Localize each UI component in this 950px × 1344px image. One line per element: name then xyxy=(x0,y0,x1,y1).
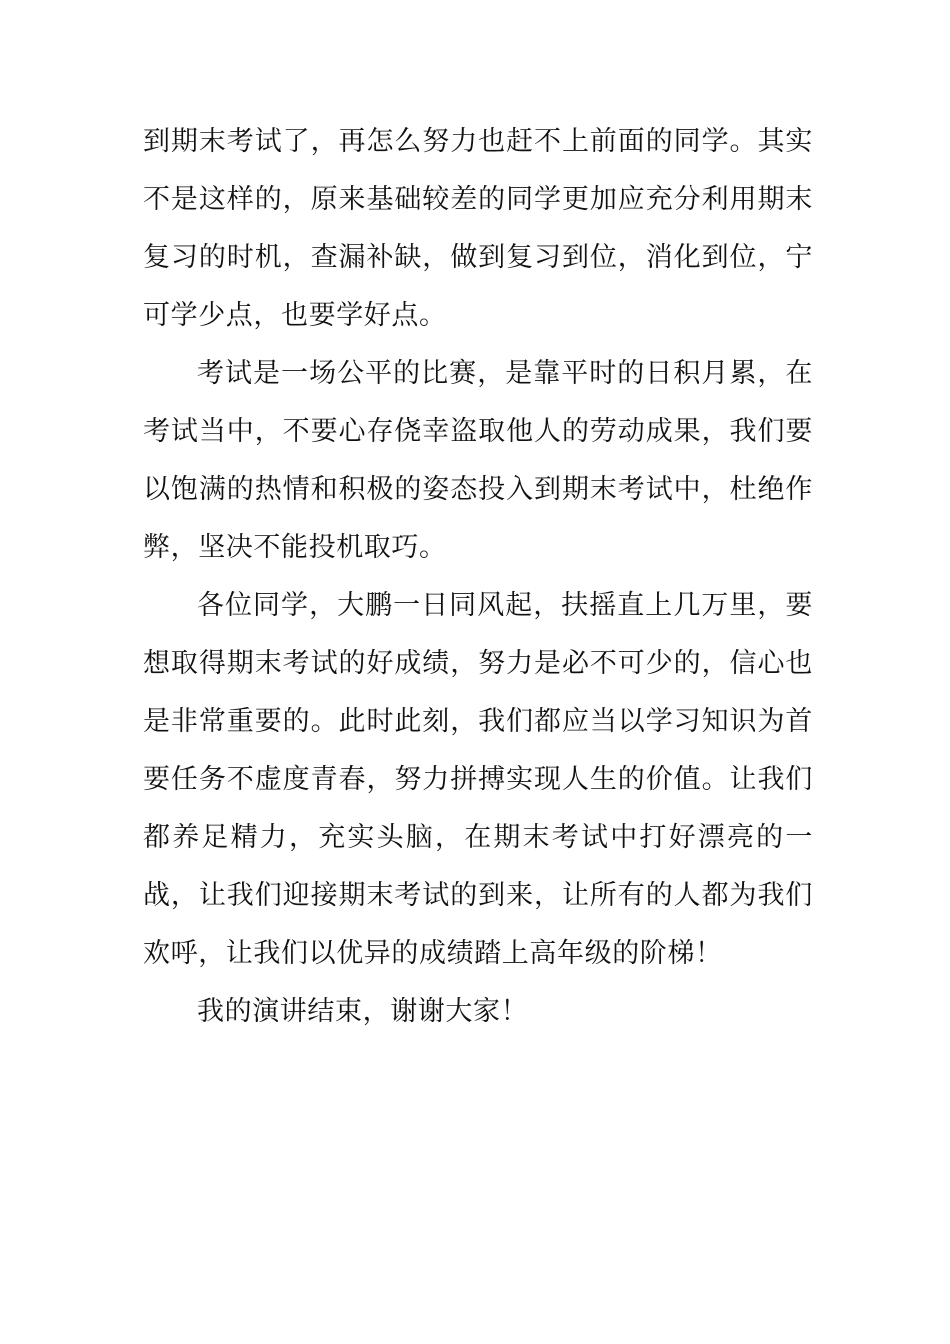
paragraph-4: 我的演讲结束，谢谢大家！ xyxy=(197,996,529,1027)
paragraph-3: 各位同学，大鹏一日同风起，扶摇直上几万里，要想取得期末考试的好成绩，努力是必不可少的，信心也是非常重要的。此时此刻，我们都应当以学习知识为首要任务不虚度青春，努力拼搏实现人生的价值。让我们都养足精力，充实头脑，在期末考试中打好漂亮的一战，让我们迎接期末考试的到来，让所有的人都为我们欢呼，让我们以优异的成绩踏上高年级的阶梯！ xyxy=(143,590,813,969)
document-body xyxy=(143,113,813,1041)
paragraph-2: 考试是一场公平的比赛，是靠平时的日积月累，在考试当中，不要心存侥幸盗取他人的劳动成果，我们要以饱满的热情和积极的姿态投入到期末考试中，杜绝作弊，坚决不能投机取巧。 xyxy=(143,358,813,563)
paragraph-1: 到期末考试了，再怎么努力也赶不上前面的同学。其实不是这样的，原来基础较差的同学更加应充分利用期末复习的时机，查漏补缺，做到复习到位，消化到位，宁可学少点，也要学好点。 xyxy=(143,126,813,331)
